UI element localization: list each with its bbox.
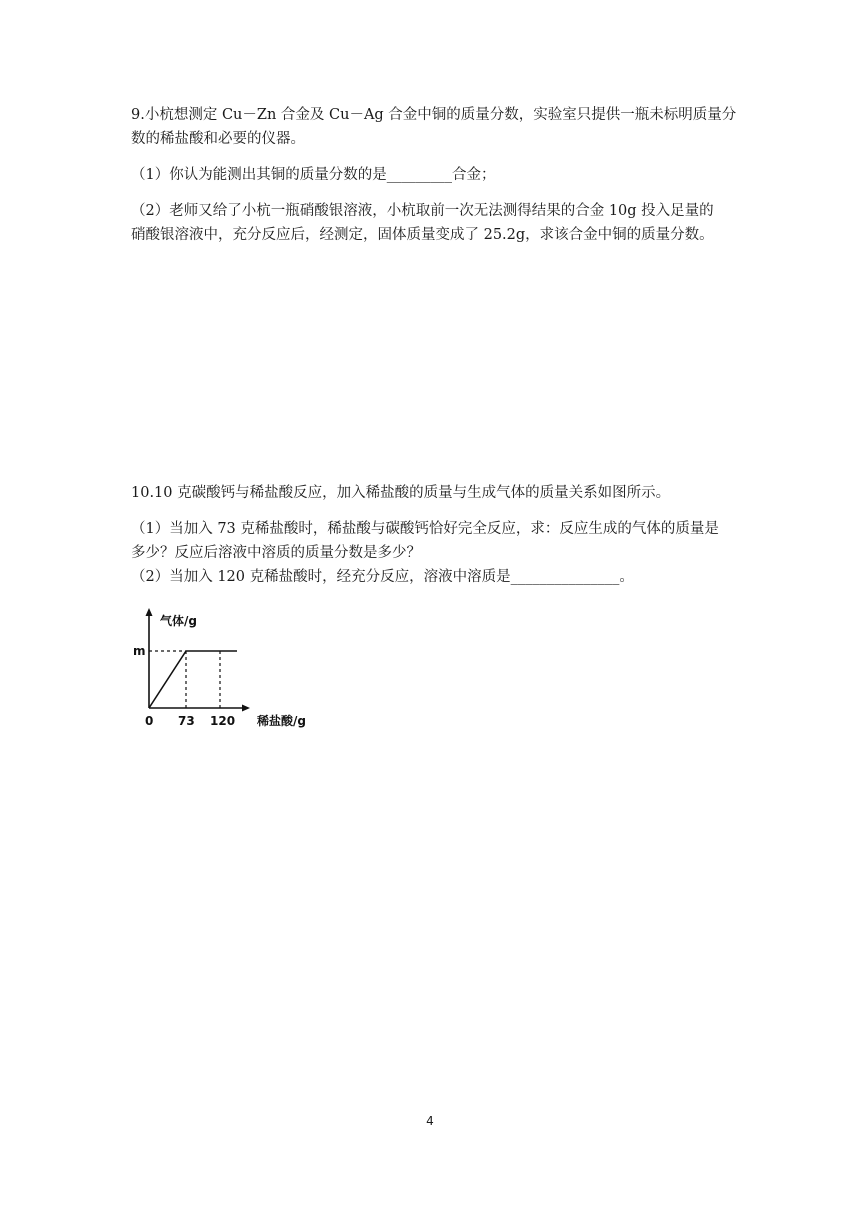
q10-part-2: （2）当加入 120 克稀盐酸时，经充分反应，溶液中溶质是_______________。 — [131, 569, 634, 585]
question-10 — [131, 481, 736, 589]
question-9 — [131, 103, 736, 247]
x-axis-label: 稀盐酸/g — [257, 714, 306, 728]
x-tick-0: 0 — [145, 714, 154, 728]
q10-part-1-line-1: （1）当加入 73 克稀盐酸时，稀盐酸与碳酸钙恰好完全反应，求：反应生成的气体的质量是 — [131, 521, 719, 537]
graph-svg — [131, 604, 341, 734]
q9-stem-line-2: 数的稀盐酸和必要的仪器。 — [131, 131, 305, 147]
q9-part-2-line-1: （2）老师又给了小杭一瓶硝酸银溶液，小杭取前一次无法测得结果的合金 10g 投入足量的 — [131, 203, 714, 219]
y-axis-label: 气体/g — [160, 614, 197, 628]
q10-stem: 10.10 克碳酸钙与稀盐酸反应，加入稀盐酸的质量与生成气体的质量关系如图所示。 — [131, 485, 671, 501]
x-tick-73: 73 — [178, 714, 195, 728]
x-axis-arrow-icon — [242, 705, 250, 712]
q9-stem-line-1: 9.小杭想测定 Cu－Zn 合金及 Cu－Ag 合金中铜的质量分数，实验室只提供一瓶未标明质量分 — [131, 107, 737, 123]
x-tick-120: 120 — [210, 714, 236, 728]
q10-part-1-line-2: 多少？反应后溶液中溶质的质量分数是多少？ — [131, 545, 421, 561]
y-tick-m: m — [133, 644, 146, 658]
y-axis-arrow-icon — [146, 608, 153, 616]
q9-part-1: （1）你认为能测出其铜的质量分数的是_________合金； — [131, 167, 496, 183]
gas-mass-graph — [131, 604, 341, 734]
page-number: 4 — [426, 1114, 434, 1128]
gas-rising-line — [149, 651, 186, 708]
q9-part-2-line-2: 硝酸银溶液中，充分反应后，经测定，固体质量变成了 25.2g，求该合金中铜的质量分数。 — [131, 227, 714, 243]
